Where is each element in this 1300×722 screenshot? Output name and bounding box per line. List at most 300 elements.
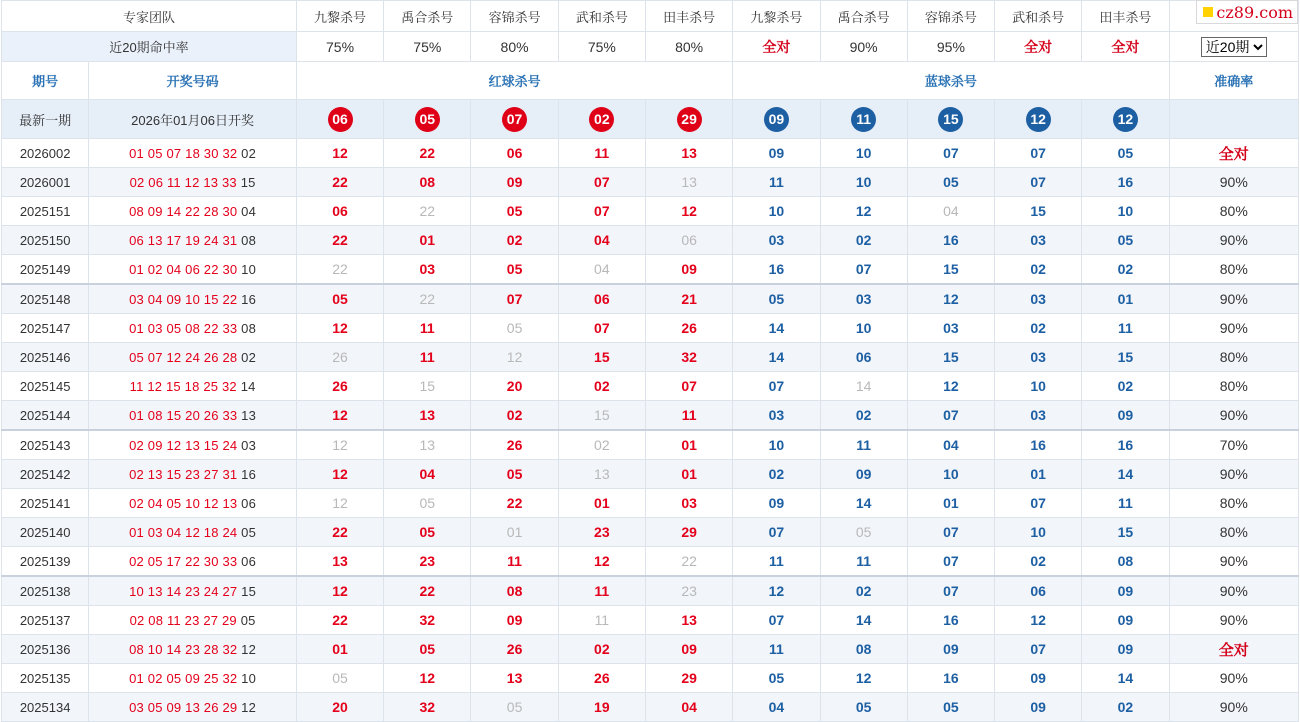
draw-numbers	[89, 343, 297, 372]
blue-kill-number: 10	[907, 460, 994, 489]
expert-header-row	[2, 1, 1299, 32]
red-kill-number: 04	[645, 693, 732, 722]
table-row	[2, 430, 1299, 460]
red-kill-number: 22	[384, 576, 471, 606]
blue-kill-number: 04	[733, 693, 820, 722]
red-kill-number: 05	[471, 460, 558, 489]
draw-numbers	[89, 664, 297, 693]
hit-rate-value: 90%	[820, 32, 907, 62]
issue-number: 2026001	[2, 168, 89, 197]
red-kill-number: 05	[296, 664, 383, 693]
issue-number: 2025138	[2, 576, 89, 606]
issue-number: 2025134	[2, 693, 89, 722]
red-kill-number: 22	[296, 226, 383, 255]
blue-kill-number: 16	[1082, 168, 1169, 197]
draw-numbers	[89, 255, 297, 285]
draw-numbers	[89, 168, 297, 197]
issue-number: 2025149	[2, 255, 89, 285]
red-kill-number: 13	[645, 139, 732, 168]
blue-kill-number: 01	[907, 489, 994, 518]
accuracy-value: 90%	[1169, 693, 1298, 722]
red-kill-number: 23	[384, 547, 471, 577]
blue-kill-number: 02	[820, 401, 907, 431]
blue-kill-number: 05	[1082, 139, 1169, 168]
expert-name: 禹合杀号	[820, 1, 907, 32]
blue-kill-number: 09	[995, 693, 1082, 722]
blue-kill-number: 08	[1082, 547, 1169, 577]
red-kill-number: 11	[558, 139, 645, 168]
blue-ball: 11	[851, 107, 876, 132]
blue-kill-number: 02	[995, 547, 1082, 577]
table-row	[2, 693, 1299, 722]
accuracy-value: 90%	[1169, 284, 1298, 314]
issue-number: 2025135	[2, 664, 89, 693]
draw-red-numbers: 02 06 11 12 13 33	[129, 174, 237, 190]
blue-kill-number: 04	[907, 430, 994, 460]
draw-blue-number: 06	[241, 553, 257, 569]
blue-kill-number: 09	[733, 489, 820, 518]
red-kill-number: 12	[296, 576, 383, 606]
hit-rate-value: 75%	[384, 32, 471, 62]
draw-numbers	[89, 518, 297, 547]
draw-header: 开奖号码	[89, 62, 297, 100]
draw-blue-number: 14	[240, 378, 256, 394]
blue-kill-number: 03	[995, 226, 1082, 255]
blue-kill-number: 02	[1082, 255, 1169, 285]
table-row	[2, 606, 1299, 635]
red-kill-number: 12	[296, 430, 383, 460]
red-kill-number: 26	[296, 372, 383, 401]
draw-blue-number: 16	[241, 291, 257, 307]
red-kill-number: 02	[471, 401, 558, 431]
red-kill-number: 05	[384, 489, 471, 518]
blue-kill-number: 09	[1082, 401, 1169, 431]
hit-rate-value: 80%	[645, 32, 732, 62]
accuracy-value: 80%	[1169, 518, 1298, 547]
red-kill-number: 01	[384, 226, 471, 255]
latest-issue-row	[2, 100, 1299, 139]
red-kill-number: 20	[471, 372, 558, 401]
table-row	[2, 168, 1299, 197]
red-ball: 06	[328, 107, 353, 132]
blue-kill-number: 16	[907, 606, 994, 635]
draw-red-numbers: 01 03 05 08 22 33	[129, 320, 238, 336]
draw-red-numbers: 02 04 05 10 12 13	[129, 495, 238, 511]
draw-blue-number: 05	[240, 612, 256, 628]
blue-kill-number: 02	[995, 255, 1082, 285]
blue-kill-number: 10	[733, 197, 820, 226]
draw-blue-number: 12	[241, 641, 257, 657]
red-kill-number: 05	[471, 314, 558, 343]
blue-kill-number: 05	[820, 693, 907, 722]
draw-red-numbers: 11 12 15 18 25 32	[129, 378, 237, 394]
red-kill-number: 02	[558, 430, 645, 460]
red-kill-number: 04	[558, 226, 645, 255]
red-kill-number: 11	[384, 314, 471, 343]
red-kill-number: 11	[645, 401, 732, 431]
red-kill-number: 11	[558, 606, 645, 635]
draw-red-numbers: 08 10 14 23 28 32	[129, 641, 238, 657]
period-select[interactable]	[1201, 37, 1267, 57]
hit-rate-value: 95%	[907, 32, 994, 62]
hit-rate-value: 全对	[1082, 32, 1169, 62]
red-kill-number: 01	[645, 460, 732, 489]
blue-kill-number: 10	[995, 372, 1082, 401]
blue-kill-number: 07	[733, 606, 820, 635]
red-kill-number: 32	[384, 606, 471, 635]
section-header-row	[2, 62, 1299, 100]
issue-number: 2025147	[2, 314, 89, 343]
red-kill-number: 05	[471, 197, 558, 226]
draw-red-numbers: 02 13 15 23 27 31	[129, 466, 238, 482]
red-kill-number: 29	[645, 664, 732, 693]
red-kill-number: 02	[558, 635, 645, 664]
red-kill-number: 09	[645, 635, 732, 664]
blue-kill-number: 02	[1082, 372, 1169, 401]
red-kill-number: 22	[384, 284, 471, 314]
red-kill-number: 23	[558, 518, 645, 547]
blue-kill-number: 07	[995, 489, 1082, 518]
accuracy-value: 90%	[1169, 314, 1298, 343]
issue-number: 2025137	[2, 606, 89, 635]
blue-kill-number: 07	[995, 139, 1082, 168]
blue-kill-number: 03	[820, 284, 907, 314]
red-ball: 07	[502, 107, 527, 132]
red-kill-number: 29	[645, 518, 732, 547]
red-kill-number: 11	[471, 547, 558, 577]
blue-kill-number: 03	[733, 401, 820, 431]
red-kill-number: 03	[645, 489, 732, 518]
draw-blue-number: 03	[241, 437, 257, 453]
red-kill-number: 12	[296, 401, 383, 431]
kill-number-table	[1, 0, 1299, 722]
red-kill-number: 02	[471, 226, 558, 255]
hit-rate-value: 全对	[995, 32, 1082, 62]
blue-kill-number: 01	[1082, 284, 1169, 314]
blue-kill-number: 02	[995, 314, 1082, 343]
blue-kill-number: 14	[820, 489, 907, 518]
red-ball: 29	[677, 107, 702, 132]
red-kill-number: 05	[296, 284, 383, 314]
accuracy-value: 70%	[1169, 430, 1298, 460]
blue-kill-number: 09	[1082, 576, 1169, 606]
logo-text: cz89.com	[1216, 2, 1293, 22]
draw-numbers	[89, 430, 297, 460]
table-row	[2, 576, 1299, 606]
draw-blue-number: 02	[241, 349, 257, 365]
table-row	[2, 460, 1299, 489]
logo-square-icon	[1203, 7, 1213, 17]
blue-kill-header: 蓝球杀号	[733, 62, 1169, 100]
draw-red-numbers: 06 13 17 19 24 31	[129, 232, 238, 248]
table-row	[2, 635, 1299, 664]
draw-numbers	[89, 460, 297, 489]
table-row	[2, 489, 1299, 518]
expert-name: 武和杀号	[995, 1, 1082, 32]
red-kill-number: 21	[645, 284, 732, 314]
blue-kill-number: 11	[820, 430, 907, 460]
issue-number: 2025144	[2, 401, 89, 431]
blue-kill-number: 07	[820, 255, 907, 285]
blue-kill-number: 11	[820, 547, 907, 577]
accuracy-value: 90%	[1169, 576, 1298, 606]
blue-kill-number: 07	[733, 372, 820, 401]
red-kill-number: 07	[558, 168, 645, 197]
red-kill-number: 32	[645, 343, 732, 372]
red-kill-number: 26	[471, 430, 558, 460]
red-kill-number: 13	[384, 401, 471, 431]
table-row	[2, 372, 1299, 401]
hit-rate-label: 近20期命中率	[2, 32, 297, 62]
accuracy-value: 全对	[1169, 635, 1298, 664]
issue-number: 2025151	[2, 197, 89, 226]
red-kill-number: 11	[558, 576, 645, 606]
expert-name: 容锦杀号	[471, 1, 558, 32]
red-kill-number: 26	[296, 343, 383, 372]
draw-numbers	[89, 401, 297, 431]
blue-kill-number: 16	[907, 226, 994, 255]
draw-numbers	[89, 139, 297, 168]
red-kill-number: 05	[384, 518, 471, 547]
draw-blue-number: 13	[241, 407, 257, 423]
red-kill-number: 12	[296, 314, 383, 343]
blue-kill-number: 09	[995, 664, 1082, 693]
red-kill-number: 22	[296, 168, 383, 197]
red-kill-number: 06	[558, 284, 645, 314]
red-kill-number: 19	[558, 693, 645, 722]
draw-red-numbers: 03 05 09 13 26 29	[129, 699, 238, 715]
blue-kill-number: 05	[907, 693, 994, 722]
blue-kill-number: 10	[733, 430, 820, 460]
blue-kill-number: 10	[1082, 197, 1169, 226]
red-kill-number: 32	[384, 693, 471, 722]
hit-rate-value: 75%	[296, 32, 383, 62]
draw-numbers	[89, 547, 297, 577]
draw-numbers	[89, 284, 297, 314]
draw-blue-number: 04	[241, 203, 257, 219]
blue-kill-number: 16	[733, 255, 820, 285]
red-kill-number: 26	[471, 635, 558, 664]
red-kill-number: 04	[384, 460, 471, 489]
blue-kill-number: 07	[907, 547, 994, 577]
blue-ball: 09	[764, 107, 789, 132]
red-kill-number: 12	[471, 343, 558, 372]
red-kill-number: 13	[471, 664, 558, 693]
blue-kill-number: 03	[995, 343, 1082, 372]
red-kill-number: 06	[471, 139, 558, 168]
table-row	[2, 664, 1299, 693]
accuracy-value: 80%	[1169, 197, 1298, 226]
table-row	[2, 284, 1299, 314]
blue-kill-number: 05	[1082, 226, 1169, 255]
blue-kill-number: 08	[820, 635, 907, 664]
red-kill-number: 09	[471, 168, 558, 197]
draw-blue-number: 10	[241, 670, 257, 686]
accuracy-value: 90%	[1169, 401, 1298, 431]
blue-kill-number: 03	[907, 314, 994, 343]
blue-ball: 15	[938, 107, 963, 132]
red-kill-number: 13	[296, 547, 383, 577]
issue-number: 2025150	[2, 226, 89, 255]
red-kill-number: 12	[558, 547, 645, 577]
red-kill-number: 01	[558, 489, 645, 518]
draw-blue-number: 15	[241, 583, 257, 599]
red-kill-number: 09	[471, 606, 558, 635]
table-row	[2, 197, 1299, 226]
draw-numbers	[89, 197, 297, 226]
blue-ball: 12	[1026, 107, 1051, 132]
table-row	[2, 314, 1299, 343]
blue-kill-number: 15	[1082, 343, 1169, 372]
draw-blue-number: 02	[241, 145, 257, 161]
blue-kill-number: 12	[820, 664, 907, 693]
draw-numbers	[89, 693, 297, 722]
draw-blue-number: 05	[241, 524, 257, 540]
red-kill-number: 22	[296, 255, 383, 285]
draw-red-numbers: 10 13 14 23 24 27	[129, 583, 238, 599]
blue-kill-number: 04	[907, 197, 994, 226]
accuracy-value: 80%	[1169, 372, 1298, 401]
red-kill-number: 05	[471, 693, 558, 722]
blue-kill-number: 02	[733, 460, 820, 489]
issue-number: 2025145	[2, 372, 89, 401]
draw-numbers	[89, 314, 297, 343]
red-kill-number: 26	[645, 314, 732, 343]
table-row	[2, 255, 1299, 285]
blue-kill-number: 11	[733, 547, 820, 577]
red-kill-number: 26	[558, 664, 645, 693]
latest-date: 2026年01月06日开奖	[89, 100, 297, 139]
blue-kill-number: 06	[995, 576, 1082, 606]
blue-kill-number: 10	[995, 518, 1082, 547]
red-kill-number: 22	[296, 606, 383, 635]
blue-kill-number: 07	[995, 635, 1082, 664]
draw-blue-number: 15	[240, 174, 256, 190]
blue-kill-number: 05	[733, 664, 820, 693]
blue-kill-number: 14	[733, 314, 820, 343]
red-kill-number: 04	[558, 255, 645, 285]
red-kill-number: 01	[471, 518, 558, 547]
blue-kill-number: 14	[820, 372, 907, 401]
table-row	[2, 343, 1299, 372]
blue-kill-number: 07	[907, 139, 994, 168]
red-kill-number: 13	[384, 430, 471, 460]
issue-number: 2025141	[2, 489, 89, 518]
red-kill-number: 22	[296, 518, 383, 547]
draw-blue-number: 06	[241, 495, 257, 511]
blue-kill-number: 12	[907, 372, 994, 401]
blue-kill-number: 09	[733, 139, 820, 168]
blue-kill-number: 10	[820, 314, 907, 343]
expert-name: 田丰杀号	[1082, 1, 1169, 32]
accuracy-value: 80%	[1169, 343, 1298, 372]
red-kill-number: 12	[296, 489, 383, 518]
site-logo[interactable]	[1196, 0, 1298, 24]
red-kill-number: 12	[645, 197, 732, 226]
hit-rate-row	[2, 32, 1299, 62]
accuracy-value: 80%	[1169, 489, 1298, 518]
draw-red-numbers: 05 07 12 24 26 28	[129, 349, 238, 365]
blue-kill-number: 14	[1082, 460, 1169, 489]
table-row	[2, 401, 1299, 431]
draw-red-numbers: 02 09 12 13 15 24	[129, 437, 238, 453]
period-select-cell	[1169, 32, 1298, 62]
red-kill-number: 22	[384, 197, 471, 226]
red-kill-number: 22	[471, 489, 558, 518]
blue-kill-number: 16	[1082, 430, 1169, 460]
accuracy-value: 全对	[1169, 139, 1298, 168]
table-row	[2, 547, 1299, 577]
red-kill-number: 05	[471, 255, 558, 285]
draw-red-numbers: 01 02 05 09 25 32	[129, 670, 238, 686]
issue-number: 2025143	[2, 430, 89, 460]
blue-ball: 12	[1113, 107, 1138, 132]
issue-number: 2025148	[2, 284, 89, 314]
accuracy-value: 90%	[1169, 226, 1298, 255]
red-kill-number: 08	[471, 576, 558, 606]
red-kill-number: 07	[645, 372, 732, 401]
red-kill-number: 09	[645, 255, 732, 285]
table-row	[2, 139, 1299, 168]
red-kill-number: 13	[558, 460, 645, 489]
draw-numbers	[89, 372, 297, 401]
issue-header: 期号	[2, 62, 89, 100]
red-kill-number: 11	[384, 343, 471, 372]
blue-kill-number: 16	[995, 430, 1082, 460]
blue-kill-number: 12	[733, 576, 820, 606]
red-kill-number: 03	[384, 255, 471, 285]
blue-kill-number: 14	[820, 606, 907, 635]
accuracy-value: 90%	[1169, 606, 1298, 635]
blue-kill-number: 09	[1082, 635, 1169, 664]
blue-kill-number: 05	[820, 518, 907, 547]
draw-blue-number: 08	[241, 320, 257, 336]
expert-name: 九黎杀号	[733, 1, 820, 32]
blue-kill-number: 03	[995, 284, 1082, 314]
red-kill-number: 20	[296, 693, 383, 722]
blue-kill-number: 12	[820, 197, 907, 226]
red-kill-number: 15	[384, 372, 471, 401]
blue-kill-number: 07	[733, 518, 820, 547]
red-kill-number: 15	[558, 401, 645, 431]
issue-number: 2025139	[2, 547, 89, 577]
blue-kill-number: 02	[820, 576, 907, 606]
draw-numbers	[89, 489, 297, 518]
red-kill-number: 06	[645, 226, 732, 255]
hit-rate-value: 75%	[558, 32, 645, 62]
accuracy-value: 90%	[1169, 664, 1298, 693]
table-row	[2, 518, 1299, 547]
blue-kill-number: 14	[733, 343, 820, 372]
blue-kill-number: 12	[995, 606, 1082, 635]
blue-kill-number: 07	[907, 401, 994, 431]
red-ball: 05	[415, 107, 440, 132]
red-kill-number: 07	[471, 284, 558, 314]
blue-kill-number: 11	[733, 168, 820, 197]
blue-kill-number: 09	[1082, 606, 1169, 635]
hit-rate-value: 80%	[471, 32, 558, 62]
red-kill-number: 22	[645, 547, 732, 577]
issue-number: 2025136	[2, 635, 89, 664]
accuracy-value: 80%	[1169, 255, 1298, 285]
draw-red-numbers: 01 03 04 12 18 24	[129, 524, 238, 540]
red-kill-number: 13	[645, 606, 732, 635]
red-kill-number: 01	[645, 430, 732, 460]
draw-numbers	[89, 635, 297, 664]
red-kill-number: 15	[558, 343, 645, 372]
red-ball: 02	[589, 107, 614, 132]
blue-kill-number: 01	[995, 460, 1082, 489]
